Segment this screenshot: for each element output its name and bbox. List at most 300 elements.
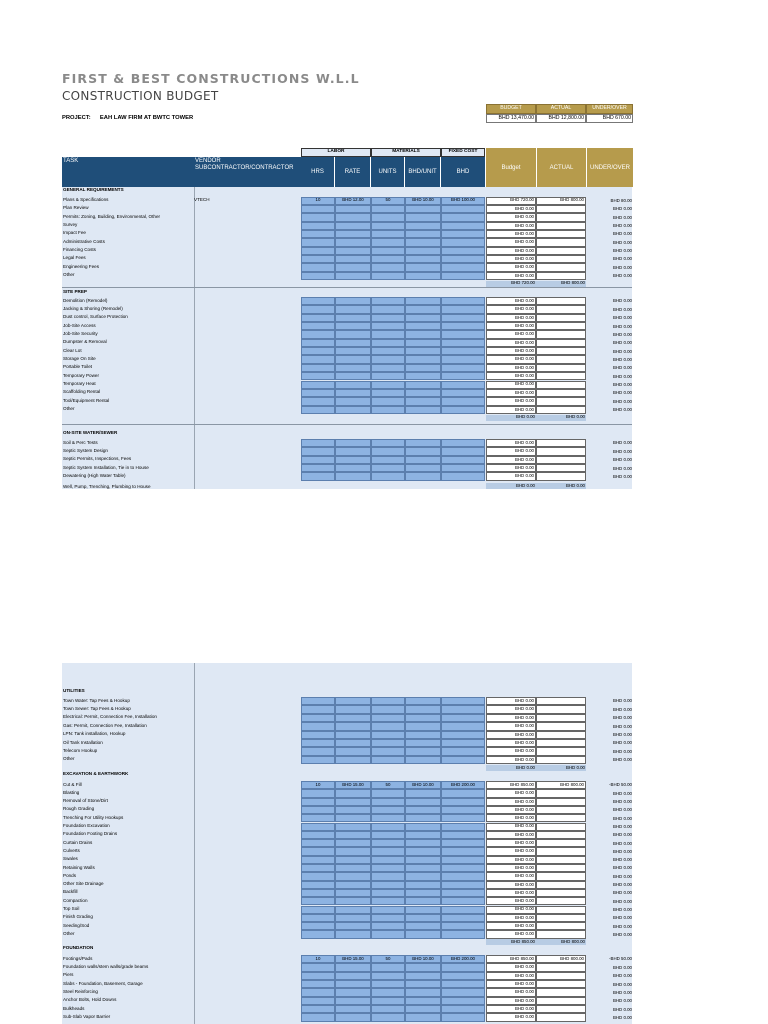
input-cell[interactable] bbox=[405, 381, 441, 389]
input-cell[interactable] bbox=[371, 297, 405, 305]
input-cell[interactable] bbox=[335, 731, 371, 739]
input-cell[interactable] bbox=[301, 222, 335, 230]
input-cell[interactable] bbox=[441, 222, 485, 230]
input-cell[interactable] bbox=[405, 247, 441, 255]
actual-cell[interactable] bbox=[536, 205, 586, 213]
input-cell[interactable] bbox=[335, 872, 371, 880]
input-cell[interactable] bbox=[441, 305, 485, 313]
input-cell[interactable] bbox=[301, 914, 335, 922]
input-cell[interactable] bbox=[441, 881, 485, 889]
input-cell[interactable] bbox=[301, 922, 335, 930]
input-cell[interactable]: 50 bbox=[371, 955, 405, 963]
input-cell[interactable] bbox=[441, 389, 485, 397]
input-cell[interactable] bbox=[441, 864, 485, 872]
input-cell[interactable] bbox=[441, 230, 485, 238]
actual-cell[interactable] bbox=[536, 364, 586, 372]
input-cell[interactable] bbox=[301, 456, 335, 464]
input-cell[interactable] bbox=[371, 222, 405, 230]
input-cell[interactable]: BHD 15.00 bbox=[335, 781, 371, 789]
input-cell[interactable] bbox=[335, 864, 371, 872]
input-cell[interactable] bbox=[301, 739, 335, 747]
input-cell[interactable] bbox=[405, 980, 441, 988]
input-cell[interactable] bbox=[405, 872, 441, 880]
input-cell[interactable] bbox=[301, 881, 335, 889]
input-cell[interactable] bbox=[371, 930, 405, 938]
actual-cell[interactable] bbox=[536, 1013, 586, 1021]
input-cell[interactable] bbox=[441, 456, 485, 464]
input-cell[interactable] bbox=[441, 705, 485, 713]
input-cell[interactable]: BHD 10.00 bbox=[405, 197, 441, 205]
input-cell[interactable] bbox=[441, 406, 485, 414]
input-cell[interactable] bbox=[441, 806, 485, 814]
input-cell[interactable] bbox=[405, 297, 441, 305]
input-cell[interactable] bbox=[301, 988, 335, 996]
input-cell[interactable] bbox=[335, 972, 371, 980]
input-cell[interactable] bbox=[335, 439, 371, 447]
input-cell[interactable] bbox=[335, 456, 371, 464]
input-cell[interactable]: 10 bbox=[301, 197, 335, 205]
input-cell[interactable] bbox=[335, 372, 371, 380]
actual-cell[interactable] bbox=[536, 930, 586, 938]
input-cell[interactable] bbox=[371, 389, 405, 397]
input-cell[interactable] bbox=[301, 722, 335, 730]
input-cell[interactable] bbox=[335, 714, 371, 722]
actual-cell[interactable] bbox=[536, 439, 586, 447]
input-cell[interactable] bbox=[335, 347, 371, 355]
input-cell[interactable] bbox=[405, 914, 441, 922]
input-cell[interactable] bbox=[371, 464, 405, 472]
input-cell[interactable] bbox=[301, 213, 335, 221]
input-cell[interactable] bbox=[441, 1005, 485, 1013]
input-cell[interactable] bbox=[335, 389, 371, 397]
input-cell[interactable] bbox=[405, 255, 441, 263]
actual-cell[interactable] bbox=[536, 314, 586, 322]
input-cell[interactable] bbox=[405, 714, 441, 722]
input-cell[interactable] bbox=[371, 839, 405, 847]
input-cell[interactable]: BHD 100.00 bbox=[441, 197, 485, 205]
input-cell[interactable] bbox=[405, 372, 441, 380]
input-cell[interactable] bbox=[371, 798, 405, 806]
input-cell[interactable] bbox=[371, 963, 405, 971]
input-cell[interactable]: 50 bbox=[371, 781, 405, 789]
input-cell[interactable] bbox=[441, 381, 485, 389]
input-cell[interactable] bbox=[335, 856, 371, 864]
actual-cell[interactable] bbox=[536, 897, 586, 905]
input-cell[interactable] bbox=[301, 464, 335, 472]
input-cell[interactable] bbox=[371, 322, 405, 330]
input-cell[interactable] bbox=[405, 364, 441, 372]
input-cell[interactable] bbox=[301, 814, 335, 822]
input-cell[interactable] bbox=[405, 988, 441, 996]
input-cell[interactable] bbox=[301, 355, 335, 363]
input-cell[interactable] bbox=[441, 914, 485, 922]
actual-cell[interactable] bbox=[536, 922, 586, 930]
input-cell[interactable] bbox=[335, 339, 371, 347]
input-cell[interactable]: BHD 15.00 bbox=[335, 955, 371, 963]
input-cell[interactable] bbox=[371, 739, 405, 747]
input-cell[interactable] bbox=[335, 1013, 371, 1021]
input-cell[interactable] bbox=[301, 238, 335, 246]
input-cell[interactable] bbox=[441, 839, 485, 847]
input-cell[interactable] bbox=[441, 272, 485, 280]
actual-cell[interactable] bbox=[536, 397, 586, 405]
input-cell[interactable] bbox=[301, 230, 335, 238]
input-cell[interactable] bbox=[405, 963, 441, 971]
actual-cell[interactable] bbox=[536, 988, 586, 996]
input-cell[interactable] bbox=[441, 238, 485, 246]
input-cell[interactable] bbox=[405, 922, 441, 930]
input-cell[interactable] bbox=[335, 798, 371, 806]
input-cell[interactable] bbox=[405, 864, 441, 872]
input-cell[interactable] bbox=[301, 731, 335, 739]
input-cell[interactable] bbox=[301, 980, 335, 988]
input-cell[interactable] bbox=[371, 714, 405, 722]
input-cell[interactable] bbox=[441, 397, 485, 405]
input-cell[interactable] bbox=[335, 406, 371, 414]
input-cell[interactable] bbox=[335, 789, 371, 797]
input-cell[interactable] bbox=[405, 697, 441, 705]
input-cell[interactable] bbox=[405, 322, 441, 330]
input-cell[interactable]: 10 bbox=[301, 955, 335, 963]
input-cell[interactable] bbox=[405, 747, 441, 755]
input-cell[interactable] bbox=[371, 314, 405, 322]
input-cell[interactable] bbox=[335, 897, 371, 905]
input-cell[interactable] bbox=[371, 889, 405, 897]
actual-cell[interactable] bbox=[536, 739, 586, 747]
input-cell[interactable] bbox=[441, 247, 485, 255]
input-cell[interactable] bbox=[335, 881, 371, 889]
input-cell[interactable] bbox=[405, 906, 441, 914]
input-cell[interactable] bbox=[441, 997, 485, 1005]
input-cell[interactable] bbox=[405, 1005, 441, 1013]
input-cell[interactable] bbox=[405, 456, 441, 464]
input-cell[interactable] bbox=[405, 406, 441, 414]
input-cell[interactable] bbox=[371, 381, 405, 389]
input-cell[interactable]: BHD 200.00 bbox=[441, 781, 485, 789]
input-cell[interactable] bbox=[371, 697, 405, 705]
input-cell[interactable] bbox=[371, 456, 405, 464]
input-cell[interactable] bbox=[371, 756, 405, 764]
actual-cell[interactable] bbox=[536, 872, 586, 880]
input-cell[interactable] bbox=[335, 381, 371, 389]
input-cell[interactable] bbox=[301, 798, 335, 806]
input-cell[interactable] bbox=[371, 230, 405, 238]
input-cell[interactable] bbox=[371, 831, 405, 839]
input-cell[interactable] bbox=[335, 330, 371, 338]
input-cell[interactable] bbox=[335, 305, 371, 313]
input-cell[interactable] bbox=[301, 831, 335, 839]
actual-cell[interactable] bbox=[536, 347, 586, 355]
input-cell[interactable] bbox=[441, 930, 485, 938]
actual-cell[interactable] bbox=[536, 864, 586, 872]
input-cell[interactable] bbox=[335, 255, 371, 263]
input-cell[interactable] bbox=[441, 731, 485, 739]
input-cell[interactable] bbox=[441, 464, 485, 472]
input-cell[interactable] bbox=[301, 714, 335, 722]
input-cell[interactable] bbox=[371, 255, 405, 263]
actual-cell[interactable] bbox=[536, 472, 586, 480]
input-cell[interactable] bbox=[301, 705, 335, 713]
input-cell[interactable] bbox=[371, 705, 405, 713]
input-cell[interactable] bbox=[441, 798, 485, 806]
input-cell[interactable] bbox=[335, 205, 371, 213]
input-cell[interactable] bbox=[405, 272, 441, 280]
input-cell[interactable] bbox=[405, 339, 441, 347]
input-cell[interactable] bbox=[335, 814, 371, 822]
input-cell[interactable] bbox=[441, 330, 485, 338]
actual-cell[interactable] bbox=[536, 856, 586, 864]
input-cell[interactable] bbox=[405, 230, 441, 238]
input-cell[interactable] bbox=[441, 697, 485, 705]
input-cell[interactable] bbox=[335, 222, 371, 230]
input-cell[interactable] bbox=[441, 789, 485, 797]
input-cell[interactable] bbox=[441, 972, 485, 980]
input-cell[interactable] bbox=[405, 1013, 441, 1021]
actual-cell[interactable] bbox=[536, 305, 586, 313]
input-cell[interactable] bbox=[405, 789, 441, 797]
input-cell[interactable] bbox=[301, 297, 335, 305]
actual-cell[interactable] bbox=[536, 322, 586, 330]
input-cell[interactable] bbox=[371, 330, 405, 338]
input-cell[interactable] bbox=[371, 731, 405, 739]
input-cell[interactable] bbox=[405, 972, 441, 980]
actual-cell[interactable] bbox=[536, 263, 586, 271]
actual-cell[interactable] bbox=[536, 697, 586, 705]
input-cell[interactable] bbox=[405, 472, 441, 480]
input-cell[interactable] bbox=[405, 831, 441, 839]
input-cell[interactable] bbox=[371, 1005, 405, 1013]
actual-cell[interactable] bbox=[536, 406, 586, 414]
input-cell[interactable] bbox=[405, 705, 441, 713]
input-cell[interactable] bbox=[371, 823, 405, 831]
input-cell[interactable] bbox=[405, 213, 441, 221]
input-cell[interactable] bbox=[441, 322, 485, 330]
input-cell[interactable] bbox=[371, 997, 405, 1005]
input-cell[interactable] bbox=[335, 914, 371, 922]
input-cell[interactable] bbox=[335, 314, 371, 322]
input-cell[interactable] bbox=[335, 238, 371, 246]
input-cell[interactable] bbox=[405, 355, 441, 363]
input-cell[interactable] bbox=[405, 839, 441, 847]
input-cell[interactable] bbox=[371, 263, 405, 271]
input-cell[interactable] bbox=[301, 906, 335, 914]
actual-cell[interactable] bbox=[536, 731, 586, 739]
input-cell[interactable] bbox=[441, 255, 485, 263]
input-cell[interactable] bbox=[371, 881, 405, 889]
input-cell[interactable] bbox=[371, 914, 405, 922]
actual-cell[interactable] bbox=[536, 972, 586, 980]
input-cell[interactable] bbox=[335, 247, 371, 255]
input-cell[interactable] bbox=[405, 847, 441, 855]
input-cell[interactable] bbox=[441, 872, 485, 880]
input-cell[interactable] bbox=[441, 756, 485, 764]
actual-cell[interactable] bbox=[536, 222, 586, 230]
actual-cell[interactable] bbox=[536, 839, 586, 847]
input-cell[interactable] bbox=[301, 930, 335, 938]
input-cell[interactable]: 50 bbox=[371, 197, 405, 205]
actual-cell[interactable] bbox=[536, 847, 586, 855]
input-cell[interactable] bbox=[371, 897, 405, 905]
input-cell[interactable] bbox=[335, 831, 371, 839]
input-cell[interactable] bbox=[371, 856, 405, 864]
actual-cell[interactable] bbox=[536, 722, 586, 730]
input-cell[interactable] bbox=[371, 247, 405, 255]
input-cell[interactable] bbox=[335, 472, 371, 480]
input-cell[interactable] bbox=[441, 922, 485, 930]
input-cell[interactable] bbox=[335, 364, 371, 372]
actual-cell[interactable] bbox=[536, 914, 586, 922]
input-cell[interactable] bbox=[371, 980, 405, 988]
input-cell[interactable] bbox=[371, 347, 405, 355]
input-cell[interactable] bbox=[441, 747, 485, 755]
actual-cell[interactable] bbox=[536, 456, 586, 464]
input-cell[interactable] bbox=[441, 897, 485, 905]
actual-cell[interactable] bbox=[536, 230, 586, 238]
actual-cell[interactable] bbox=[536, 881, 586, 889]
actual-cell[interactable] bbox=[536, 355, 586, 363]
input-cell[interactable] bbox=[441, 205, 485, 213]
input-cell[interactable] bbox=[301, 447, 335, 455]
actual-cell[interactable] bbox=[536, 906, 586, 914]
actual-cell[interactable] bbox=[536, 330, 586, 338]
input-cell[interactable] bbox=[441, 347, 485, 355]
input-cell[interactable] bbox=[441, 847, 485, 855]
input-cell[interactable] bbox=[301, 406, 335, 414]
actual-cell[interactable]: BHD 800.00 bbox=[536, 955, 586, 963]
actual-cell[interactable]: BHD 800.00 bbox=[536, 781, 586, 789]
input-cell[interactable] bbox=[371, 814, 405, 822]
input-cell[interactable]: BHD 12.00 bbox=[335, 197, 371, 205]
actual-cell[interactable] bbox=[536, 747, 586, 755]
actual-cell[interactable] bbox=[536, 372, 586, 380]
input-cell[interactable] bbox=[335, 213, 371, 221]
input-cell[interactable] bbox=[335, 930, 371, 938]
input-cell[interactable] bbox=[371, 972, 405, 980]
actual-cell[interactable] bbox=[536, 1005, 586, 1013]
input-cell[interactable] bbox=[301, 339, 335, 347]
input-cell[interactable] bbox=[335, 747, 371, 755]
input-cell[interactable] bbox=[371, 864, 405, 872]
input-cell[interactable] bbox=[301, 856, 335, 864]
input-cell[interactable] bbox=[441, 1013, 485, 1021]
input-cell[interactable] bbox=[371, 372, 405, 380]
input-cell[interactable] bbox=[371, 472, 405, 480]
input-cell[interactable] bbox=[301, 806, 335, 814]
input-cell[interactable] bbox=[405, 439, 441, 447]
input-cell[interactable] bbox=[301, 372, 335, 380]
input-cell[interactable] bbox=[405, 889, 441, 897]
input-cell[interactable] bbox=[335, 922, 371, 930]
input-cell[interactable] bbox=[301, 897, 335, 905]
input-cell[interactable] bbox=[335, 963, 371, 971]
input-cell[interactable] bbox=[441, 722, 485, 730]
input-cell[interactable] bbox=[371, 922, 405, 930]
input-cell[interactable] bbox=[301, 389, 335, 397]
input-cell[interactable] bbox=[301, 889, 335, 897]
input-cell[interactable] bbox=[441, 439, 485, 447]
input-cell[interactable] bbox=[405, 722, 441, 730]
input-cell[interactable] bbox=[301, 864, 335, 872]
input-cell[interactable] bbox=[335, 464, 371, 472]
input-cell[interactable] bbox=[405, 739, 441, 747]
actual-cell[interactable] bbox=[536, 806, 586, 814]
actual-cell[interactable]: BHD 800.00 bbox=[536, 197, 586, 205]
input-cell[interactable] bbox=[335, 722, 371, 730]
actual-cell[interactable] bbox=[536, 714, 586, 722]
input-cell[interactable] bbox=[301, 872, 335, 880]
input-cell[interactable] bbox=[335, 322, 371, 330]
input-cell[interactable]: BHD 10.00 bbox=[405, 781, 441, 789]
input-cell[interactable] bbox=[405, 881, 441, 889]
input-cell[interactable] bbox=[301, 330, 335, 338]
input-cell[interactable] bbox=[335, 355, 371, 363]
input-cell[interactable] bbox=[371, 238, 405, 246]
input-cell[interactable] bbox=[335, 988, 371, 996]
input-cell[interactable] bbox=[405, 930, 441, 938]
input-cell[interactable] bbox=[405, 222, 441, 230]
actual-cell[interactable] bbox=[536, 980, 586, 988]
input-cell[interactable] bbox=[301, 997, 335, 1005]
input-cell[interactable] bbox=[335, 847, 371, 855]
input-cell[interactable] bbox=[371, 988, 405, 996]
input-cell[interactable] bbox=[441, 339, 485, 347]
input-cell[interactable] bbox=[405, 305, 441, 313]
input-cell[interactable] bbox=[405, 731, 441, 739]
input-cell[interactable] bbox=[405, 756, 441, 764]
actual-cell[interactable] bbox=[536, 823, 586, 831]
input-cell[interactable] bbox=[301, 697, 335, 705]
input-cell[interactable] bbox=[441, 714, 485, 722]
input-cell[interactable] bbox=[335, 297, 371, 305]
input-cell[interactable] bbox=[301, 364, 335, 372]
input-cell[interactable] bbox=[371, 447, 405, 455]
input-cell[interactable] bbox=[301, 314, 335, 322]
actual-cell[interactable] bbox=[536, 997, 586, 1005]
actual-cell[interactable] bbox=[536, 389, 586, 397]
input-cell[interactable] bbox=[301, 1013, 335, 1021]
input-cell[interactable]: BHD 200.00 bbox=[441, 955, 485, 963]
actual-cell[interactable] bbox=[536, 297, 586, 305]
input-cell[interactable] bbox=[405, 397, 441, 405]
input-cell[interactable] bbox=[441, 355, 485, 363]
input-cell[interactable] bbox=[301, 472, 335, 480]
input-cell[interactable] bbox=[405, 389, 441, 397]
input-cell[interactable] bbox=[335, 230, 371, 238]
input-cell[interactable] bbox=[301, 789, 335, 797]
input-cell[interactable] bbox=[301, 839, 335, 847]
input-cell[interactable] bbox=[405, 806, 441, 814]
input-cell[interactable] bbox=[301, 263, 335, 271]
input-cell[interactable] bbox=[335, 697, 371, 705]
input-cell[interactable] bbox=[301, 823, 335, 831]
input-cell[interactable] bbox=[441, 856, 485, 864]
actual-cell[interactable] bbox=[536, 963, 586, 971]
input-cell[interactable] bbox=[441, 739, 485, 747]
input-cell[interactable] bbox=[371, 1013, 405, 1021]
input-cell[interactable] bbox=[405, 897, 441, 905]
input-cell[interactable] bbox=[441, 314, 485, 322]
actual-cell[interactable] bbox=[536, 814, 586, 822]
actual-cell[interactable] bbox=[536, 447, 586, 455]
input-cell[interactable] bbox=[405, 997, 441, 1005]
actual-cell[interactable] bbox=[536, 798, 586, 806]
actual-cell[interactable] bbox=[536, 789, 586, 797]
input-cell[interactable] bbox=[301, 847, 335, 855]
input-cell[interactable] bbox=[405, 464, 441, 472]
input-cell[interactable] bbox=[301, 1005, 335, 1013]
input-cell[interactable] bbox=[405, 263, 441, 271]
input-cell[interactable] bbox=[301, 205, 335, 213]
